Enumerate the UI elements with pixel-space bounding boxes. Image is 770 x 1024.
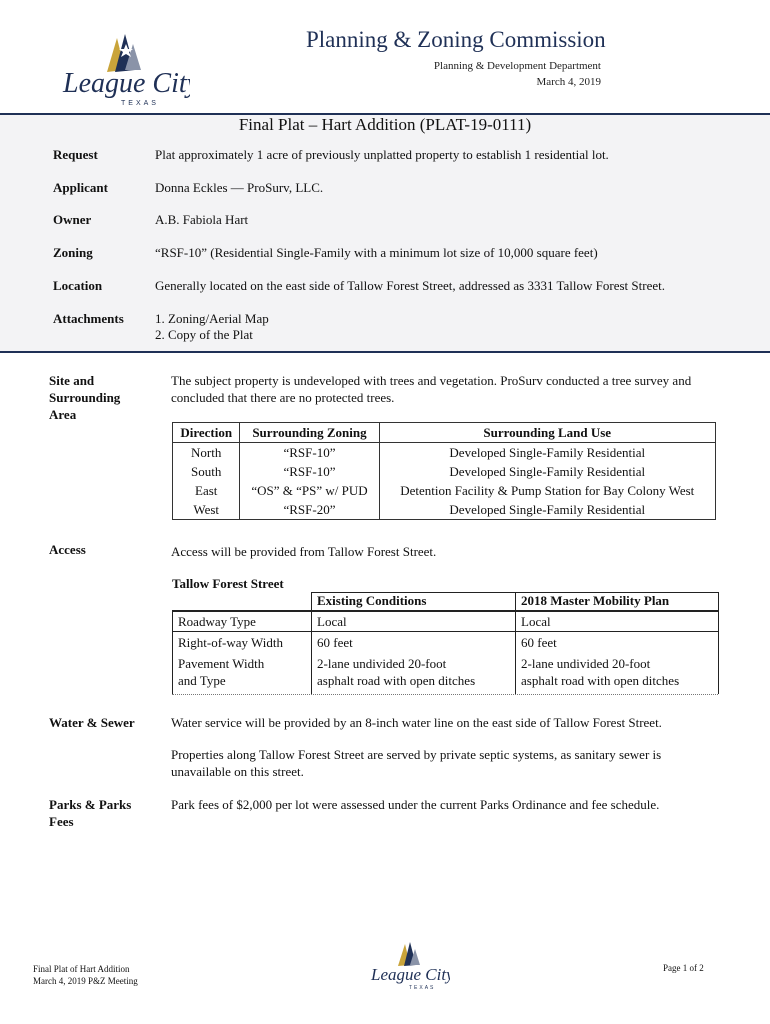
owner-label: Owner (53, 212, 92, 227)
table-cell: Local (317, 614, 347, 629)
table-cell: 60 feet (521, 635, 557, 650)
table-cell: Right-of-way Width (178, 635, 284, 650)
svg-text:TEXAS: TEXAS (409, 985, 436, 991)
league-city-logo (55, 30, 190, 108)
access-text: Access will be provided from Tallow Forest Street. (171, 544, 437, 559)
attachment-2[interactable]: 2. Copy of the Plat (155, 327, 253, 342)
attachments-label: Attachments (53, 311, 124, 326)
access-label: Access (49, 542, 86, 557)
table-rule (515, 592, 516, 694)
parks-text: Park fees of $2,000 per lot were assessed under the current Parks Ordinance and fee schedule. (171, 797, 660, 812)
applicant-value: Donna Eckles — ProSurv, LLC. (155, 180, 324, 195)
table-rule (311, 592, 312, 694)
plat-title: Final Plat – Hart Addition (PLAT-19-0111) (238, 115, 532, 134)
table-cell: Roadway Type (178, 614, 256, 629)
table-rule (172, 610, 173, 694)
table-row: West “RSF-20” Developed Single-Family Residential (173, 500, 716, 520)
table-cell: 2-lane undivided 20-foot asphalt road with open ditches (521, 656, 680, 688)
page-number: Page 1 of 2 (663, 963, 704, 973)
logo-wordmark: League City (63, 68, 190, 99)
table-row: North “RSF-10” Developed Single-Family Residential (173, 443, 716, 463)
table-rule (172, 631, 718, 632)
table-cell: Pavement Width and Type (178, 656, 265, 688)
table-header: Surrounding Zoning (240, 423, 379, 443)
sewer-text: Properties along Tallow Forest Street are served by private septic systems, as sanitary sewer is unavailable on this street. (171, 747, 662, 779)
table-header: 2018 Master Mobility Plan (521, 593, 670, 608)
table-header: Existing Conditions (317, 593, 427, 608)
footer-logo (368, 940, 450, 992)
owner-value: A.B. Fabiola Hart (155, 212, 249, 227)
site-text: The subject property is undeveloped with trees and vegetation. ProSurv conducted a tree survey and concluded that there are no protected trees. (171, 373, 692, 405)
water-label: Water & Sewer (49, 715, 135, 730)
request-label: Request (53, 147, 98, 162)
page-title: Planning & Zoning Commission (306, 27, 606, 52)
logo-state: TEXAS (121, 100, 159, 107)
request-value: Plat approximately 1 acre of previously unplatted property to establish 1 residential lot. (155, 147, 609, 162)
table-row: East “OS” & “PS” w/ PUD Detention Facility & Pump Station for Bay Colony West (173, 481, 716, 500)
surrounding-table (172, 422, 716, 520)
table-rule (172, 694, 718, 695)
table-cell: 2-lane undivided 20-foot asphalt road with open ditches (317, 656, 476, 688)
zoning-label: Zoning (53, 245, 93, 260)
svg-text:League City: League City (371, 965, 450, 984)
table-header: Direction (173, 423, 240, 443)
attachment-1[interactable]: 1. Zoning/Aerial Map (155, 311, 269, 326)
table-rule (718, 592, 719, 694)
site-label: Site and Surrounding Area (49, 373, 121, 422)
zoning-value: “RSF-10” (Residential Single-Family with a minimum lot size of 10,000 square feet) (155, 245, 598, 260)
parks-label: Parks & Parks Fees (49, 797, 132, 829)
table-cell: Local (521, 614, 551, 629)
table-header: Surrounding Land Use (379, 423, 715, 443)
meeting-date: March 4, 2019 (536, 76, 601, 88)
table-cell: 60 feet (317, 635, 353, 650)
location-label: Location (53, 278, 103, 293)
roadway-table-title: Tallow Forest Street (172, 576, 284, 591)
department: Planning & Development Department (433, 60, 601, 72)
table-rule (172, 610, 718, 612)
table-row: South “RSF-10” Developed Single-Family Residential (173, 462, 716, 481)
footer-left: Final Plat of Hart Addition March 4, 2019 P&Z Meeting (33, 964, 138, 986)
applicant-label: Applicant (53, 180, 108, 195)
location-value: Generally located on the east side of Tallow Forest Street, addressed as 3331 Tallow Forest Street. (155, 278, 665, 293)
water-text: Water service will be provided by an 8-inch water line on the east side of Tallow Forest Street. (171, 715, 662, 730)
